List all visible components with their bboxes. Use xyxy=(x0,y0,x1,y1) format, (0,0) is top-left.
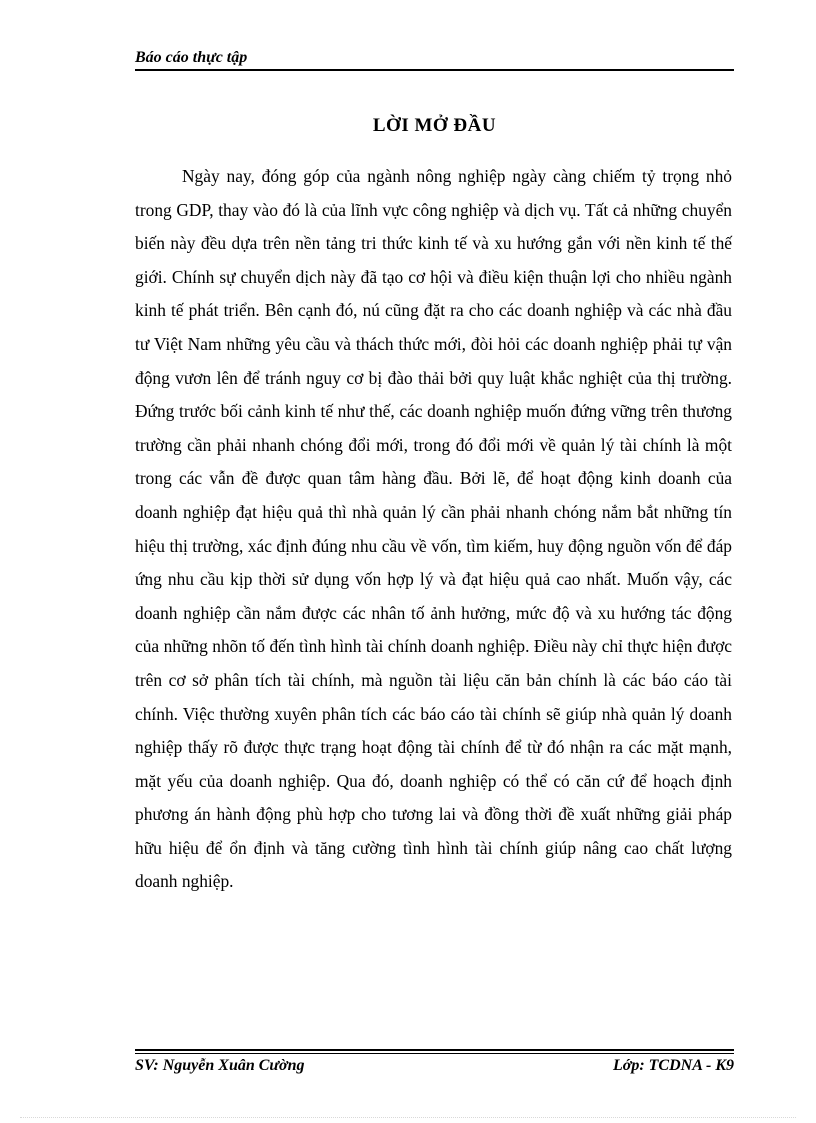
footer-divider-thin xyxy=(135,1053,734,1054)
footer-divider xyxy=(135,1049,734,1051)
footer-class: Lớp: TCDNA - K9 xyxy=(612,1057,734,1074)
footer-student: SV: Nguyễn Xuân Cường xyxy=(135,1057,305,1074)
page-bottom-border xyxy=(20,1117,796,1118)
body-paragraph: Ngày nay, đóng góp của ngành nông nghiệp ngày càng chiếm tỷ trọng nhỏ trong GDP, thay vào đó là của lĩnh vực công nghiệp và dịch vụ. Tất cả những chuyển biến này đều dựa trên nền tảng tri thức kinh tế và xu hướng gắn với nền kinh tế thế giới. Chính sự chuyển dịch này đã tạo cơ hội và điều kiện thuận lợi cho nhiều ngành kinh tế phát triển. Bên cạnh đó, nú cũng đặt ra cho các doanh nghiệp và các nhà đầu tư Việt Nam những yêu cầu và thách thức mới, đòi hỏi các doanh nghiệp phải tự vận động vươn lên để tránh nguy cơ bị đào thải bởi quy luật khắc nghiệt của thị trường. Đứng trước bối cảnh kinh tế như thế, các doanh nghiệp muốn đứng vững trên thương trường cần phải nhanh chóng đổi mới, trong đó đổi mới về quản lý tài chính là một trong các vẫn đề được quan tâm hàng đầu. Bởi lẽ, để hoạt động kinh doanh của doanh nghiệp đạt hiệu quả thì nhà quản lý cần phải nhanh chóng nắm bắt những tín hiệu thị trường, xác định đúng nhu cầu về vốn, tìm kiếm, huy động nguồn vốn để đáp ứng nhu cầu kịp thời sử dụng vốn hợp lý và đạt hiệu quả cao nhất. Muốn vậy, các doanh nghiệp cần nắm được các nhân tố ảnh hưởng, mức độ và xu hướng tác động của những nhõn tố đến tình hình tài chính doanh nghiệp. Điều này chỉ thực hiện được trên cơ sở phân tích tài chính, mà nguồn tài liệu căn bản chính là các báo cáo tài chính. Việc thường xuyên phân tích các báo cáo tài chính sẽ giúp nhà quản lý doanh nghiệp thấy rõ được thực trạng hoạt động tài chính để từ đó nhận ra các mặt mạnh, mặt yếu của doanh nghiệp. Qua đó, doanh nghiệp có thể có căn cứ để hoạch định phương án hành động phù hợp cho tương lai và đồng thời đề xuất những giải pháp hữu hiệu để ổn định và tăng cường tình hình tài chính giúp nâng cao chất lượng doanh nghiệp. xyxy=(135,166,732,892)
header-title: Báo cáo thực tập xyxy=(135,49,248,66)
page-title: LỜI MỞ ĐẦU xyxy=(372,115,497,136)
header-divider xyxy=(135,69,734,71)
